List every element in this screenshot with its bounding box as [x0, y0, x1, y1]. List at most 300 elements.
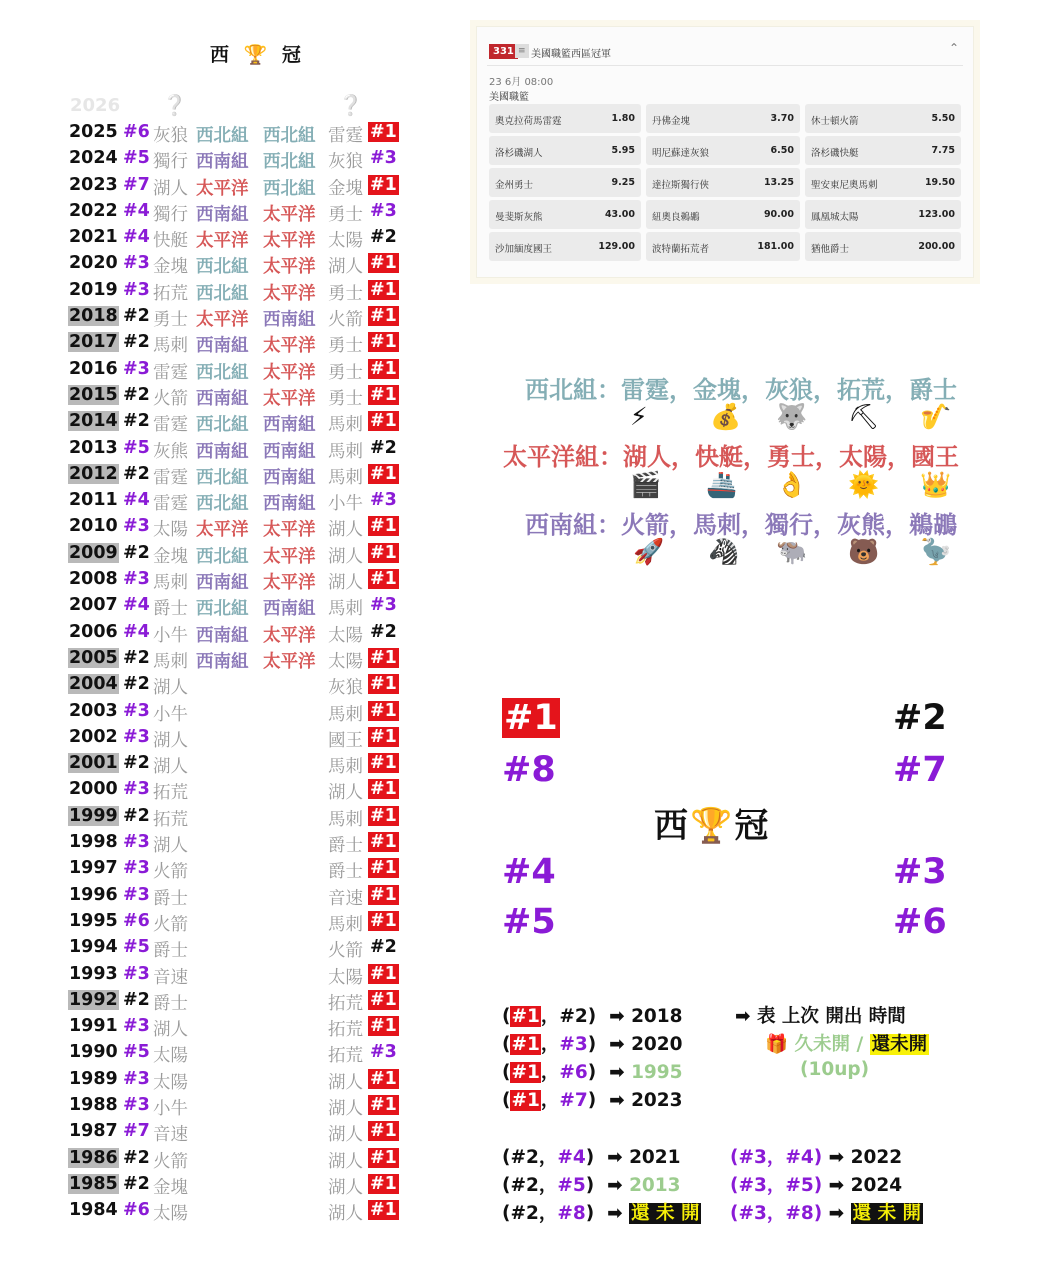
champion-division: 太平洋 — [196, 231, 249, 252]
opponent-team: 拓荒 — [328, 993, 363, 1014]
opponent-team: 湖人 — [328, 257, 363, 278]
seed-2: #2 — [893, 698, 947, 738]
opponent-team: 勇士 — [328, 204, 363, 225]
opponent-team: 湖人 — [328, 520, 363, 541]
champion-team: 火箭 — [153, 914, 188, 935]
legend-status: 🎁 久未開 / 還未開 — [765, 1034, 928, 1055]
champion-seed: #3 — [123, 253, 150, 274]
champion-team: 太陽 — [153, 1072, 188, 1093]
opponent-team: 灰狼 — [328, 152, 363, 173]
champion-seed: #3 — [123, 1068, 150, 1089]
history-row — [68, 1146, 398, 1172]
history-row — [68, 462, 398, 488]
year: 1999 — [69, 805, 118, 826]
history-row — [68, 304, 398, 330]
champion-team: 音速 — [153, 1125, 188, 1146]
champion-team: 拓荒 — [153, 809, 188, 830]
opponent-seed: #1 — [370, 910, 397, 931]
southwest-division: 西南組：火箭，馬刺，獨行，灰熊，鵜鶘 — [525, 511, 957, 539]
arrow-icon: ➡ — [607, 1203, 623, 1224]
champion-division: 西北組 — [196, 467, 249, 488]
champion-division: 西南組 — [196, 152, 249, 173]
opponent-seed: #1 — [370, 674, 397, 695]
history-row — [68, 146, 398, 172]
year: 1993 — [69, 963, 118, 984]
opponent-seed: #1 — [370, 306, 397, 327]
pacific-division: 太平洋組：湖人，快艇，勇士，太陽，國王 — [503, 443, 959, 471]
odds-value: 6.50 — [770, 145, 794, 156]
runnerup-division: 西南組 — [263, 599, 316, 620]
seed-5: #5 — [502, 902, 556, 942]
history-row — [68, 1172, 398, 1198]
champion-team: 太陽 — [153, 1204, 188, 1225]
opponent-seed: #1 — [370, 647, 397, 668]
champion-division: 西北組 — [196, 283, 249, 304]
champion-seed: #4 — [123, 490, 150, 511]
champion-team: 太陽 — [153, 520, 188, 541]
champion-team: 金塊 — [153, 257, 188, 278]
odds-cell[interactable] — [805, 232, 961, 261]
champion-team: 灰熊 — [153, 441, 188, 462]
year: 1988 — [69, 1094, 118, 1115]
opponent-seed: #1 — [370, 779, 397, 800]
odds-cell[interactable] — [805, 104, 961, 133]
opponent-seed: #1 — [370, 411, 397, 432]
year: 1998 — [69, 832, 118, 853]
champion-seed: #6 — [123, 910, 150, 931]
champion-team: 湖人 — [153, 836, 188, 857]
history-row — [68, 357, 398, 383]
champion-team: 勇士 — [153, 310, 188, 331]
champion-division: 西南組 — [196, 388, 249, 409]
history-row — [68, 278, 398, 304]
champion-seed: #2 — [123, 674, 150, 695]
opponent-seed: #1 — [370, 253, 397, 274]
year: 2011 — [69, 490, 118, 511]
ok-hand-icon: 👌 — [776, 470, 808, 499]
arrow-icon: ➡ — [609, 1090, 625, 1111]
opponent-team: 湖人 — [328, 573, 363, 594]
runnerup-division: 太平洋 — [263, 651, 316, 672]
team-name: 丹佛金塊 — [652, 116, 691, 127]
opponent-seed: #1 — [370, 1200, 397, 1221]
history-row — [68, 409, 398, 435]
year: 2001 — [69, 753, 118, 774]
odds-cell[interactable] — [805, 168, 961, 197]
divider — [487, 65, 963, 66]
arrow-icon: ➡ — [828, 1147, 845, 1168]
opponent-seed: #1 — [370, 279, 397, 300]
opponent-seed: #1 — [370, 542, 397, 563]
champion-team: 雷霆 — [153, 415, 188, 436]
champion-team: 爵士 — [153, 888, 188, 909]
question-icon: ❔ — [162, 93, 187, 117]
champion-division: 西南組 — [196, 441, 249, 462]
opponent-seed: #1 — [370, 174, 397, 195]
opponent-seed: #3 — [370, 200, 397, 221]
odds-value: 1.80 — [611, 113, 635, 124]
history-row — [68, 1067, 398, 1093]
champion-team: 湖人 — [153, 730, 188, 751]
team-name: 猶他爵士 — [811, 244, 850, 255]
list-icon: ≡ — [515, 44, 529, 58]
champion-team: 馬刺 — [153, 336, 188, 357]
champion-seed: #3 — [123, 1094, 150, 1115]
champion-division: 西北組 — [196, 494, 249, 515]
champion-team: 獨行 — [153, 204, 188, 225]
runnerup-division: 西北組 — [263, 126, 316, 146]
opponent-team: 馬刺 — [328, 809, 363, 830]
champion-seed: #3 — [123, 884, 150, 905]
runnerup-division: 太平洋 — [263, 231, 316, 252]
champion-team: 爵士 — [153, 599, 188, 620]
seed-1: #1 — [504, 698, 558, 738]
opponent-team: 湖人 — [328, 783, 363, 804]
opponent-team: 國王 — [328, 730, 363, 751]
year: 2013 — [69, 437, 118, 458]
opponent-seed: #1 — [370, 516, 397, 537]
arrow-icon: ➡ — [607, 1175, 623, 1196]
odds-value: 90.00 — [763, 209, 794, 220]
opponent-seed: #1 — [370, 463, 397, 484]
champion-division: 西北組 — [196, 415, 249, 436]
champion-division: 西北組 — [196, 546, 249, 567]
year: 1989 — [69, 1068, 118, 1089]
opponent-seed: #1 — [370, 1016, 397, 1037]
year: 2025 — [69, 122, 118, 142]
champion-team: 太陽 — [153, 1046, 188, 1067]
champion-seed: #2 — [123, 1173, 150, 1194]
runnerup-division: 太平洋 — [263, 520, 316, 541]
opponent-team: 拓荒 — [328, 1020, 363, 1041]
odds-cell[interactable] — [489, 136, 641, 165]
history-row — [68, 646, 398, 672]
year: 2017 — [69, 332, 118, 353]
opponent-seed: #2 — [370, 227, 397, 248]
champion-seed: #3 — [123, 700, 150, 721]
runnerup-division: 太平洋 — [263, 204, 316, 225]
champion-seed: #3 — [123, 569, 150, 590]
seed-7: #7 — [893, 750, 947, 790]
champion-division: 太平洋 — [196, 520, 249, 541]
team-name: 鳳凰城太陽 — [811, 212, 859, 223]
year: 2023 — [69, 174, 118, 195]
odds-cell[interactable] — [489, 104, 641, 133]
history-row — [68, 1093, 398, 1119]
champion-division: 西北組 — [196, 362, 249, 383]
champion-seed: #2 — [123, 647, 150, 668]
year: 1991 — [69, 1016, 118, 1037]
league-name: 美國職籃 — [489, 92, 529, 103]
odds-value: 13.25 — [763, 177, 794, 188]
champion-seed: #7 — [123, 1121, 150, 1142]
opponent-team: 勇士 — [328, 362, 363, 383]
year: 2014 — [69, 411, 118, 432]
year: 2015 — [69, 384, 118, 405]
champion-division: 西南組 — [196, 204, 249, 225]
odds-cell[interactable] — [646, 232, 800, 261]
opponent-seed: #1 — [370, 700, 397, 721]
opponent-seed: #3 — [370, 1042, 397, 1063]
champion-seed: #2 — [123, 1147, 150, 1168]
opponent-team: 爵士 — [328, 862, 363, 883]
arrow-icon: ➡ — [607, 1147, 623, 1168]
northwest-division: 西北組：雷霆，金塊，灰狼，拓荒，爵士 — [525, 376, 957, 404]
history-row — [68, 725, 398, 751]
champion-seed: #3 — [123, 358, 150, 379]
history-row — [68, 830, 398, 856]
sun-icon: 🌞 — [848, 470, 880, 499]
history-row — [68, 883, 398, 909]
runnerup-division: 西南組 — [263, 467, 316, 488]
runnerup-division: 太平洋 — [263, 625, 316, 646]
history-title: 西 🏆 冠 — [210, 44, 305, 66]
event-id-badge: 331 — [489, 44, 518, 59]
team-name: 聖安東尼奧馬刺 — [811, 180, 878, 191]
history-row — [68, 909, 398, 935]
year: 2005 — [69, 647, 118, 668]
opponent-team: 小牛 — [328, 494, 363, 515]
history-row — [68, 488, 398, 514]
opponent-seed: #1 — [370, 1121, 397, 1142]
champion-team: 音速 — [153, 967, 188, 988]
champion-seed: #2 — [123, 411, 150, 432]
history-row — [68, 436, 398, 462]
runnerup-division: 太平洋 — [263, 257, 316, 278]
history-row — [68, 1014, 398, 1040]
opponent-team: 火箭 — [328, 941, 363, 962]
opponent-team: 勇士 — [328, 336, 363, 357]
arrow-icon: ➡ — [609, 1034, 625, 1055]
odds-value: 123.00 — [918, 209, 955, 220]
year: 1986 — [69, 1147, 118, 1168]
year: 1987 — [69, 1121, 118, 1142]
champion-seed: #2 — [123, 306, 150, 327]
year: 2002 — [69, 726, 118, 747]
odds-value: 5.95 — [611, 145, 635, 156]
history-row — [68, 1198, 398, 1224]
history-row — [68, 804, 398, 830]
champion-division: 太平洋 — [196, 310, 249, 331]
runnerup-division: 太平洋 — [263, 362, 316, 383]
champion-seed: #4 — [123, 200, 150, 221]
runnerup-division: 西南組 — [263, 441, 316, 462]
opponent-seed: #1 — [370, 989, 397, 1010]
opponent-seed: #1 — [370, 1147, 397, 1168]
history-row — [68, 988, 398, 1014]
year: 2000 — [69, 779, 118, 800]
champion-team: 拓荒 — [153, 283, 188, 304]
year: 2008 — [69, 569, 118, 590]
team-name: 明尼蘇達灰狼 — [652, 148, 710, 159]
opponent-seed: #1 — [370, 358, 397, 379]
champion-seed: #3 — [123, 279, 150, 300]
collapse-chevron-icon[interactable]: ⌃ — [949, 41, 960, 55]
champion-seed: #3 — [123, 832, 150, 853]
matchup-1v3: (#1，#3) ➡ 2020 — [502, 1034, 683, 1055]
champion-seed: #4 — [123, 595, 150, 616]
wolf-icon: 🐺 — [776, 402, 808, 431]
year: 2006 — [69, 621, 118, 642]
opponent-seed: #1 — [370, 805, 397, 826]
history-row — [68, 935, 398, 961]
champion-seed: #2 — [123, 463, 150, 484]
history-row — [68, 541, 398, 567]
opponent-team: 馬刺 — [328, 914, 363, 935]
champion-team: 雷霆 — [153, 494, 188, 515]
opponent-seed: #1 — [370, 1068, 397, 1089]
ship-icon: 🚢 — [706, 470, 738, 499]
opponent-team: 馬刺 — [328, 441, 363, 462]
champion-seed: #3 — [123, 858, 150, 879]
champion-team: 火箭 — [153, 388, 188, 409]
champion-seed: #3 — [123, 779, 150, 800]
odds-card — [476, 26, 974, 278]
odds-cell[interactable] — [646, 104, 800, 133]
year: 2022 — [69, 200, 118, 221]
runnerup-division: 太平洋 — [263, 388, 316, 409]
opponent-team: 馬刺 — [328, 704, 363, 725]
opponent-team: 湖人 — [328, 546, 363, 567]
next-year-placeholder: 2026 — [70, 95, 121, 116]
opponent-team: 音速 — [328, 888, 363, 909]
champion-seed: #2 — [123, 542, 150, 563]
clapperboard-icon: 🎬 — [630, 470, 662, 499]
year: 1992 — [69, 989, 118, 1010]
champion-team: 金塊 — [153, 1177, 188, 1198]
opponent-seed: #2 — [370, 437, 397, 458]
year: 1985 — [69, 1173, 118, 1194]
team-name: 金州勇士 — [495, 180, 534, 191]
money-bag-icon: 💰 — [710, 402, 742, 431]
champion-team: 小牛 — [153, 625, 188, 646]
champion-seed: #2 — [123, 332, 150, 353]
champion-seed: #2 — [123, 989, 150, 1010]
legend-tenup: (10up) — [800, 1059, 870, 1080]
team-name: 休士頓火箭 — [811, 116, 859, 127]
history-row — [68, 514, 398, 540]
history-row — [68, 567, 398, 593]
opponent-seed: #1 — [370, 832, 397, 853]
year: 1984 — [69, 1200, 118, 1221]
opponent-team: 勇士 — [328, 388, 363, 409]
team-name: 波特蘭拓荒者 — [652, 244, 710, 255]
odds-value: 9.25 — [611, 177, 635, 188]
matchup-1v2: (#1，#2) ➡ 2018 — [502, 1006, 683, 1027]
odds-cell[interactable] — [805, 136, 961, 165]
opponent-team: 湖人 — [328, 1151, 363, 1172]
champion-team: 獨行 — [153, 152, 188, 173]
history-row — [68, 672, 398, 698]
champion-team: 馬刺 — [153, 651, 188, 672]
odds-cell[interactable] — [646, 168, 800, 197]
year: 2009 — [69, 542, 118, 563]
opponent-seed: #1 — [370, 858, 397, 879]
champion-division: 西北組 — [196, 599, 249, 620]
champion-seed: #6 — [123, 1200, 150, 1221]
history-row — [68, 225, 398, 251]
matchup-3v8: (#3，#8) ➡ 還 未 開 — [730, 1203, 922, 1224]
matchup-3v4: (#3，#4) ➡ 2022 — [730, 1147, 903, 1168]
history-list — [68, 120, 398, 1224]
champion-seed: #5 — [123, 937, 150, 958]
legend-last-year: ➡ 表 上次 開出 時間 — [735, 1006, 906, 1027]
year: 2004 — [69, 674, 118, 695]
team-name: 紐奧良鵜鶘 — [652, 212, 700, 223]
year: 2003 — [69, 700, 118, 721]
opponent-seed: #1 — [370, 1173, 397, 1194]
runnerup-division: 太平洋 — [263, 336, 316, 357]
opponent-seed: #1 — [370, 753, 397, 774]
champion-team: 火箭 — [153, 1151, 188, 1172]
year: 2016 — [69, 358, 118, 379]
history-row — [68, 1040, 398, 1066]
history-row — [68, 751, 398, 777]
odds-cell[interactable] — [646, 200, 800, 229]
odds-cell[interactable] — [805, 200, 961, 229]
champion-division: 西南組 — [196, 625, 249, 646]
team-name: 奧克拉荷馬雷霆 — [495, 116, 562, 127]
year: 2021 — [69, 227, 118, 248]
odds-value: 129.00 — [598, 241, 635, 252]
champion-division: 西南組 — [196, 336, 249, 357]
opponent-seed: #1 — [370, 963, 397, 984]
year: 2019 — [69, 279, 118, 300]
seed-8: #8 — [502, 750, 556, 790]
bear-icon: 🐻 — [848, 537, 880, 566]
matchup-2v5: (#2，#5) ➡ 2013 — [502, 1175, 681, 1196]
opponent-seed: #3 — [370, 148, 397, 169]
champion-seed: #6 — [123, 122, 150, 142]
champion-team: 雷霆 — [153, 362, 188, 383]
opponent-seed: #1 — [370, 1094, 397, 1115]
team-name: 曼斐斯灰熊 — [495, 212, 543, 223]
matchup-1v7: (#1，#7) ➡ 2023 — [502, 1090, 683, 1111]
history-row — [68, 120, 398, 146]
odds-cell[interactable] — [489, 232, 641, 261]
saxophone-icon: 🎷 — [920, 402, 952, 431]
matchup-3v5: (#3，#5) ➡ 2024 — [730, 1175, 903, 1196]
rocket-icon: 🚀 — [633, 537, 665, 566]
crown-icon: 👑 — [920, 470, 952, 499]
arrow-icon: ➡ — [828, 1175, 845, 1196]
team-name: 沙加緬度國王 — [495, 244, 553, 255]
opponent-team: 太陽 — [328, 651, 363, 672]
opponent-team: 湖人 — [328, 1177, 363, 1198]
champion-seed: #3 — [123, 726, 150, 747]
year: 1994 — [69, 937, 118, 958]
champion-team: 湖人 — [153, 757, 188, 778]
champion-team: 拓荒 — [153, 783, 188, 804]
opponent-team: 馬刺 — [328, 599, 363, 620]
arrow-icon: ➡ — [828, 1203, 845, 1224]
history-row — [68, 251, 398, 277]
opponent-seed: #1 — [370, 122, 397, 142]
opponent-seed: #3 — [370, 595, 397, 616]
odds-cell[interactable] — [489, 168, 641, 197]
opponent-seed: #2 — [370, 937, 397, 958]
odds-value: 3.70 — [770, 113, 794, 124]
lightning-icon: ⚡ — [630, 402, 648, 431]
opponent-seed: #1 — [370, 569, 397, 590]
runnerup-division: 西北組 — [263, 152, 316, 173]
gift-icon: 🎁 — [765, 1034, 789, 1055]
odds-cell[interactable] — [489, 200, 641, 229]
opponent-team: 馬刺 — [328, 467, 363, 488]
odds-cell[interactable] — [646, 136, 800, 165]
runnerup-division: 西南組 — [263, 415, 316, 436]
champion-seed: #4 — [123, 621, 150, 642]
